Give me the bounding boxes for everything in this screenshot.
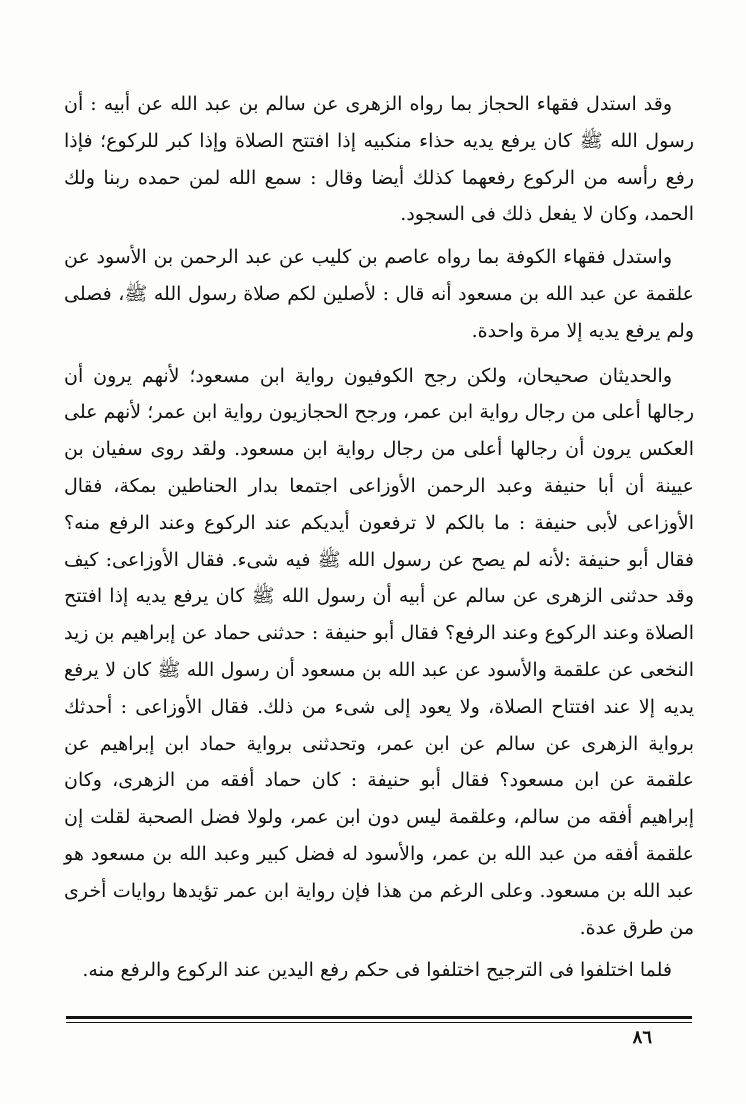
footer-rule-thin [66, 1022, 692, 1023]
paragraph-2: واستدل فقهاء الكوفة بما رواه عاصم بن كليب عن عبد الرحمن بن الأسود عن علقمة عن عبد الله بن مسعود أنه قال : لأصلين لكم صلاة رسول الله ﷺ، فصلى ولم يرفع يديه إلا مرة واحدة. [64, 246, 694, 342]
paragraph-4: فلما اختلفوا فى الترجيح اختلفوا فى حكم رفع اليدين عند الركوع والرفع منه. [82, 959, 672, 982]
page-number: ٨٦ [632, 1027, 652, 1048]
footer-rule-thick [66, 1016, 692, 1019]
paragraph-3: والحديثان صحيحان، ولكن رجح الكوفيون رواية ابن مسعود؛ لأنهم يرون أن رجالها أعلى من رجال رواية ابن عمر، ورجح الحجازيون رواية ابن عمر؛ لأنهم على العكس يرون أن رجالها أعلى من رجال رواية ابن مسعود. ولقد روى سفيان بن عيينة أن أبا حنيفة وعبد الرحمن الأوزاعى اجتمعا بدار الحناطين بمكة، فقال الأوزاعى لأبى حنيفة : ما بالكم لا ترفعون أيديكم عند الركوع وعند الرفع منه؟ فقال أبو حنيفة :لأنه لم يصح عن رسول الله ﷺ فيه شىء. فقال الأوزاعى: كيف وقد حدثنى الزهرى عن سالم عن أبيه أن رسول الله ﷺ كان يرفع يديه إذا افتتح الصلاة وعند الركوع وعند الرفع؟ فقال أبو حنيفة : حدثنى حماد عن إبراهيم بن زيد النخعى عن علقمة والأسود عن عبد الله بن مسعود أن رسول الله ﷺ كان لا يرفع يديه إلا عند افتتاح الصلاة، ولا يعود إلى شىء من ذلك. فقال الأوزاعى : أحدثك برواية الزهرى عن سالم عن ابن عمر، وتحدثنى برواية حماد ابن إبراهيم عن علقمة عن ابن مسعود؟ فقال أبو حنيفة : كان حماد أفقه من الزهرى، وكان إبراهيم أفقه من سالم، وعلقمة ليس دون ابن عمر، ولولا فضل الصحبة لقلت إن علقمة أفقه من عبد الله بن عمر، والأسود له فضل كبير وعبد الله بن مسعود هو عبد الله بن مسعود. وعلى الرغم من هذا فإن رواية ابن عمر تؤيدها روايات أخرى من طرق عدة. [64, 364, 694, 939]
body-text [64, 86, 694, 989]
paragraph-1: وقد استدل فقهاء الحجاز بما رواه الزهرى عن سالم بن عبد الله عن أبيه : أن رسول الله ﷺ كان يرفع يديه حذاء منكبيه إذا افتتح الصلاة وإذا كبر للركوع؛ فإذا رفع رأسه من الركوع رفعهما كذلك أيضا وقال : سمع الله لمن حمده ربنا ولك الحمد، وكان لا يفعل ذلك فى السجود. [64, 93, 694, 226]
